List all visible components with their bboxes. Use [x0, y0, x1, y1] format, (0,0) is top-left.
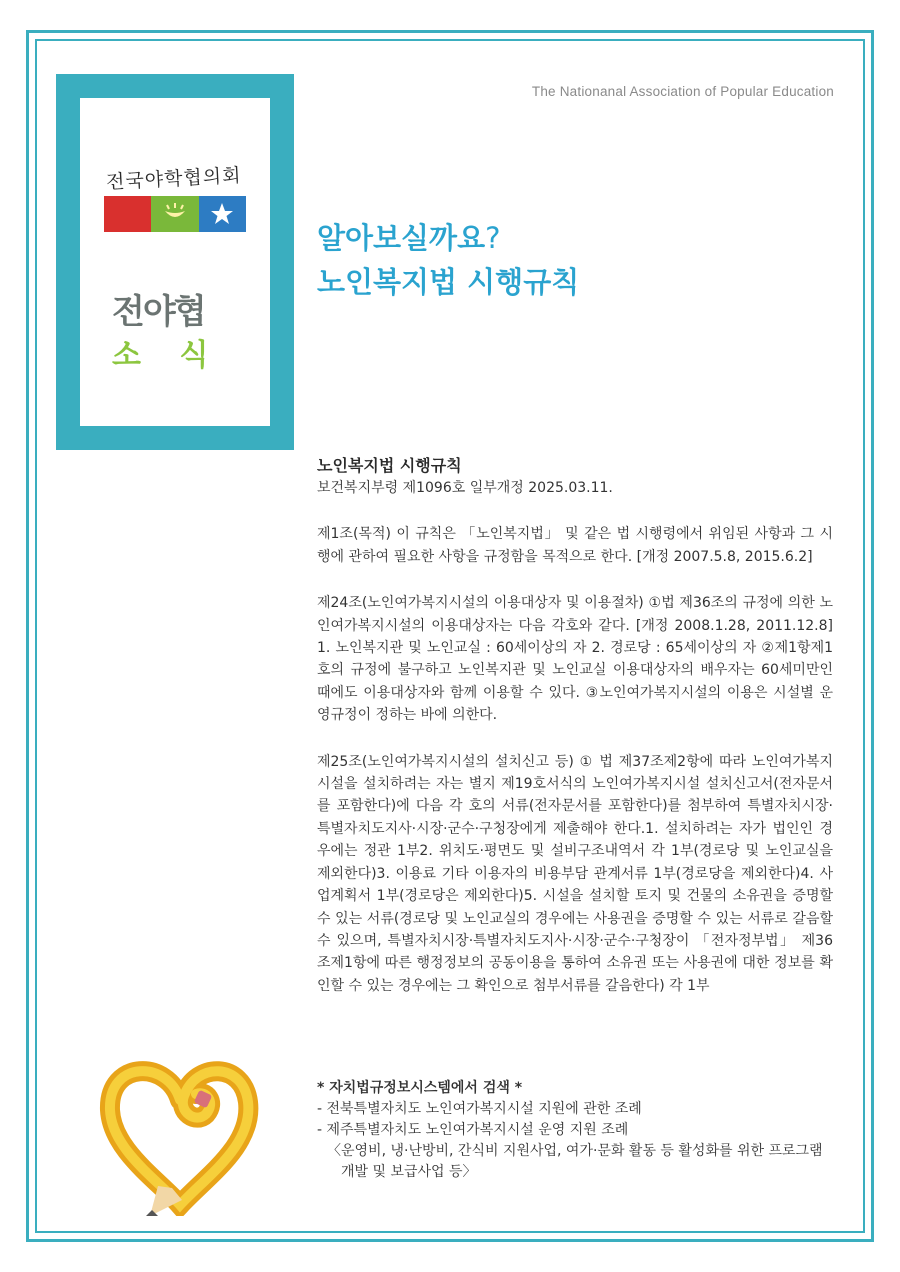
star-icon — [199, 196, 246, 232]
page-headline — [317, 216, 579, 304]
document-body — [317, 455, 833, 997]
article-1: 제1조(목적) 이 규칙은 「노인복지법」 및 같은 법 시행령에서 위임된 사항과 그 시행에 관하여 필요한 사항을 규정함을 목적으로 한다. [개정 2007.5.8, 2015.6.2] — [317, 526, 833, 565]
sun-icon — [151, 196, 198, 232]
search-note-line2: 개발 및 보급사업 등〉 — [341, 1164, 477, 1180]
article-25: 제25조(노인여가복지시설의 설치신고 등) ① 법 제37조제2항에 따라 노인여가복지시설을 설치하려는 자는 별지 제19호서식의 노인여가복지시설 설치신고서(전자문서를 포함한다)에 다음 각 호의 서류(전자문서를 포함한다)를 첨부하여 특별자치시장·특별자치도지사·시장·군수·구청장에게 제출해야 한다.1. 설치하려는 자가 법인인 경우에는 정관 1부2. 위치도·평면도 및 설비구조내역서 각 1부(경로당 및 노인교실을 제외한다)3. 이용료 기타 이용자의 비용부담 관계서류 1부(경로당을 제외한다)4. 사업계획서 1부(경로당은 제외한다)5. 시설을 설치할 토지 및 건물의 소유권을 증명할 수 있는 서류(경로당 및 노인교실의 경우에는 사용권을 증명할 수 있는 서류로 갈음할 수 있으며, 특별자치시장·특별자치도지사·시장·군수·구청장이 「전자정부법」 제36조제1항에 따른 행정정보의 공동이용을 통하여 소유권 또는 사용권에 대한 정보를 확인할 수 있는 경우에는 그 확인으로 첨부서류를 갈음한다) 각 1부 — [317, 753, 833, 994]
sidebar-card — [80, 98, 270, 426]
search-header: * 자치법규정보시스템에서 검색 * — [317, 1080, 523, 1096]
article-24: 제24조(노인여가복지시설의 이용대상자 및 이용절차) ①법 제36조의 규정에 의한 노인여가복지시설의 이용대상자는 다음 각호와 같다. [개정 2008.1.28, 2011.12.8] 1. 노인복지관 및 노인교실 : 60세이상의 자 2. 경로당 : 65세이상의 자 ②제1항제1호의 규정에 불구하고 노인복지관 및 노인교실 이용대상자의 배우자는 60세미만인 때에도 이용대상자와 함께 이용할 수 있다. ③노인여가복지시설의 이용은 시설별 운영규정이 정하는 바에 의한다. — [317, 595, 833, 724]
sidebar-panel — [56, 74, 294, 450]
search-item-1: - 전북특별자치도 노인여가복지시설 지원에 관한 조례 — [317, 1101, 642, 1117]
search-note-line1: 〈운영비, 냉·난방비, 간식비 지원사업, 여가·문화 활동 등 활성화를 위한 프로그램 — [327, 1143, 823, 1159]
search-section — [317, 1078, 837, 1183]
moon-icon — [104, 196, 151, 232]
search-item-2: - 제주특별자치도 노인여가복지시설 운영 지원 조례 — [317, 1122, 629, 1138]
logo-blocks — [104, 196, 246, 232]
headline-line1: 알아보실까요? — [317, 221, 501, 255]
logo-text: 전국야학협의회 — [105, 164, 243, 194]
section-title: 전야협 — [112, 292, 205, 332]
headline-line2: 노인복지법 시행규칙 — [317, 265, 580, 299]
document-title: 노인복지법 시행규칙 — [317, 456, 462, 475]
org-header: The Nationanal Association of Popular Education — [531, 84, 834, 99]
document-subtitle: 보건복지부령 제1096호 일부개정 2025.03.11. — [317, 480, 613, 496]
section-subtitle: 소 식 — [112, 338, 223, 373]
heart-pencil-icon — [88, 1040, 268, 1216]
